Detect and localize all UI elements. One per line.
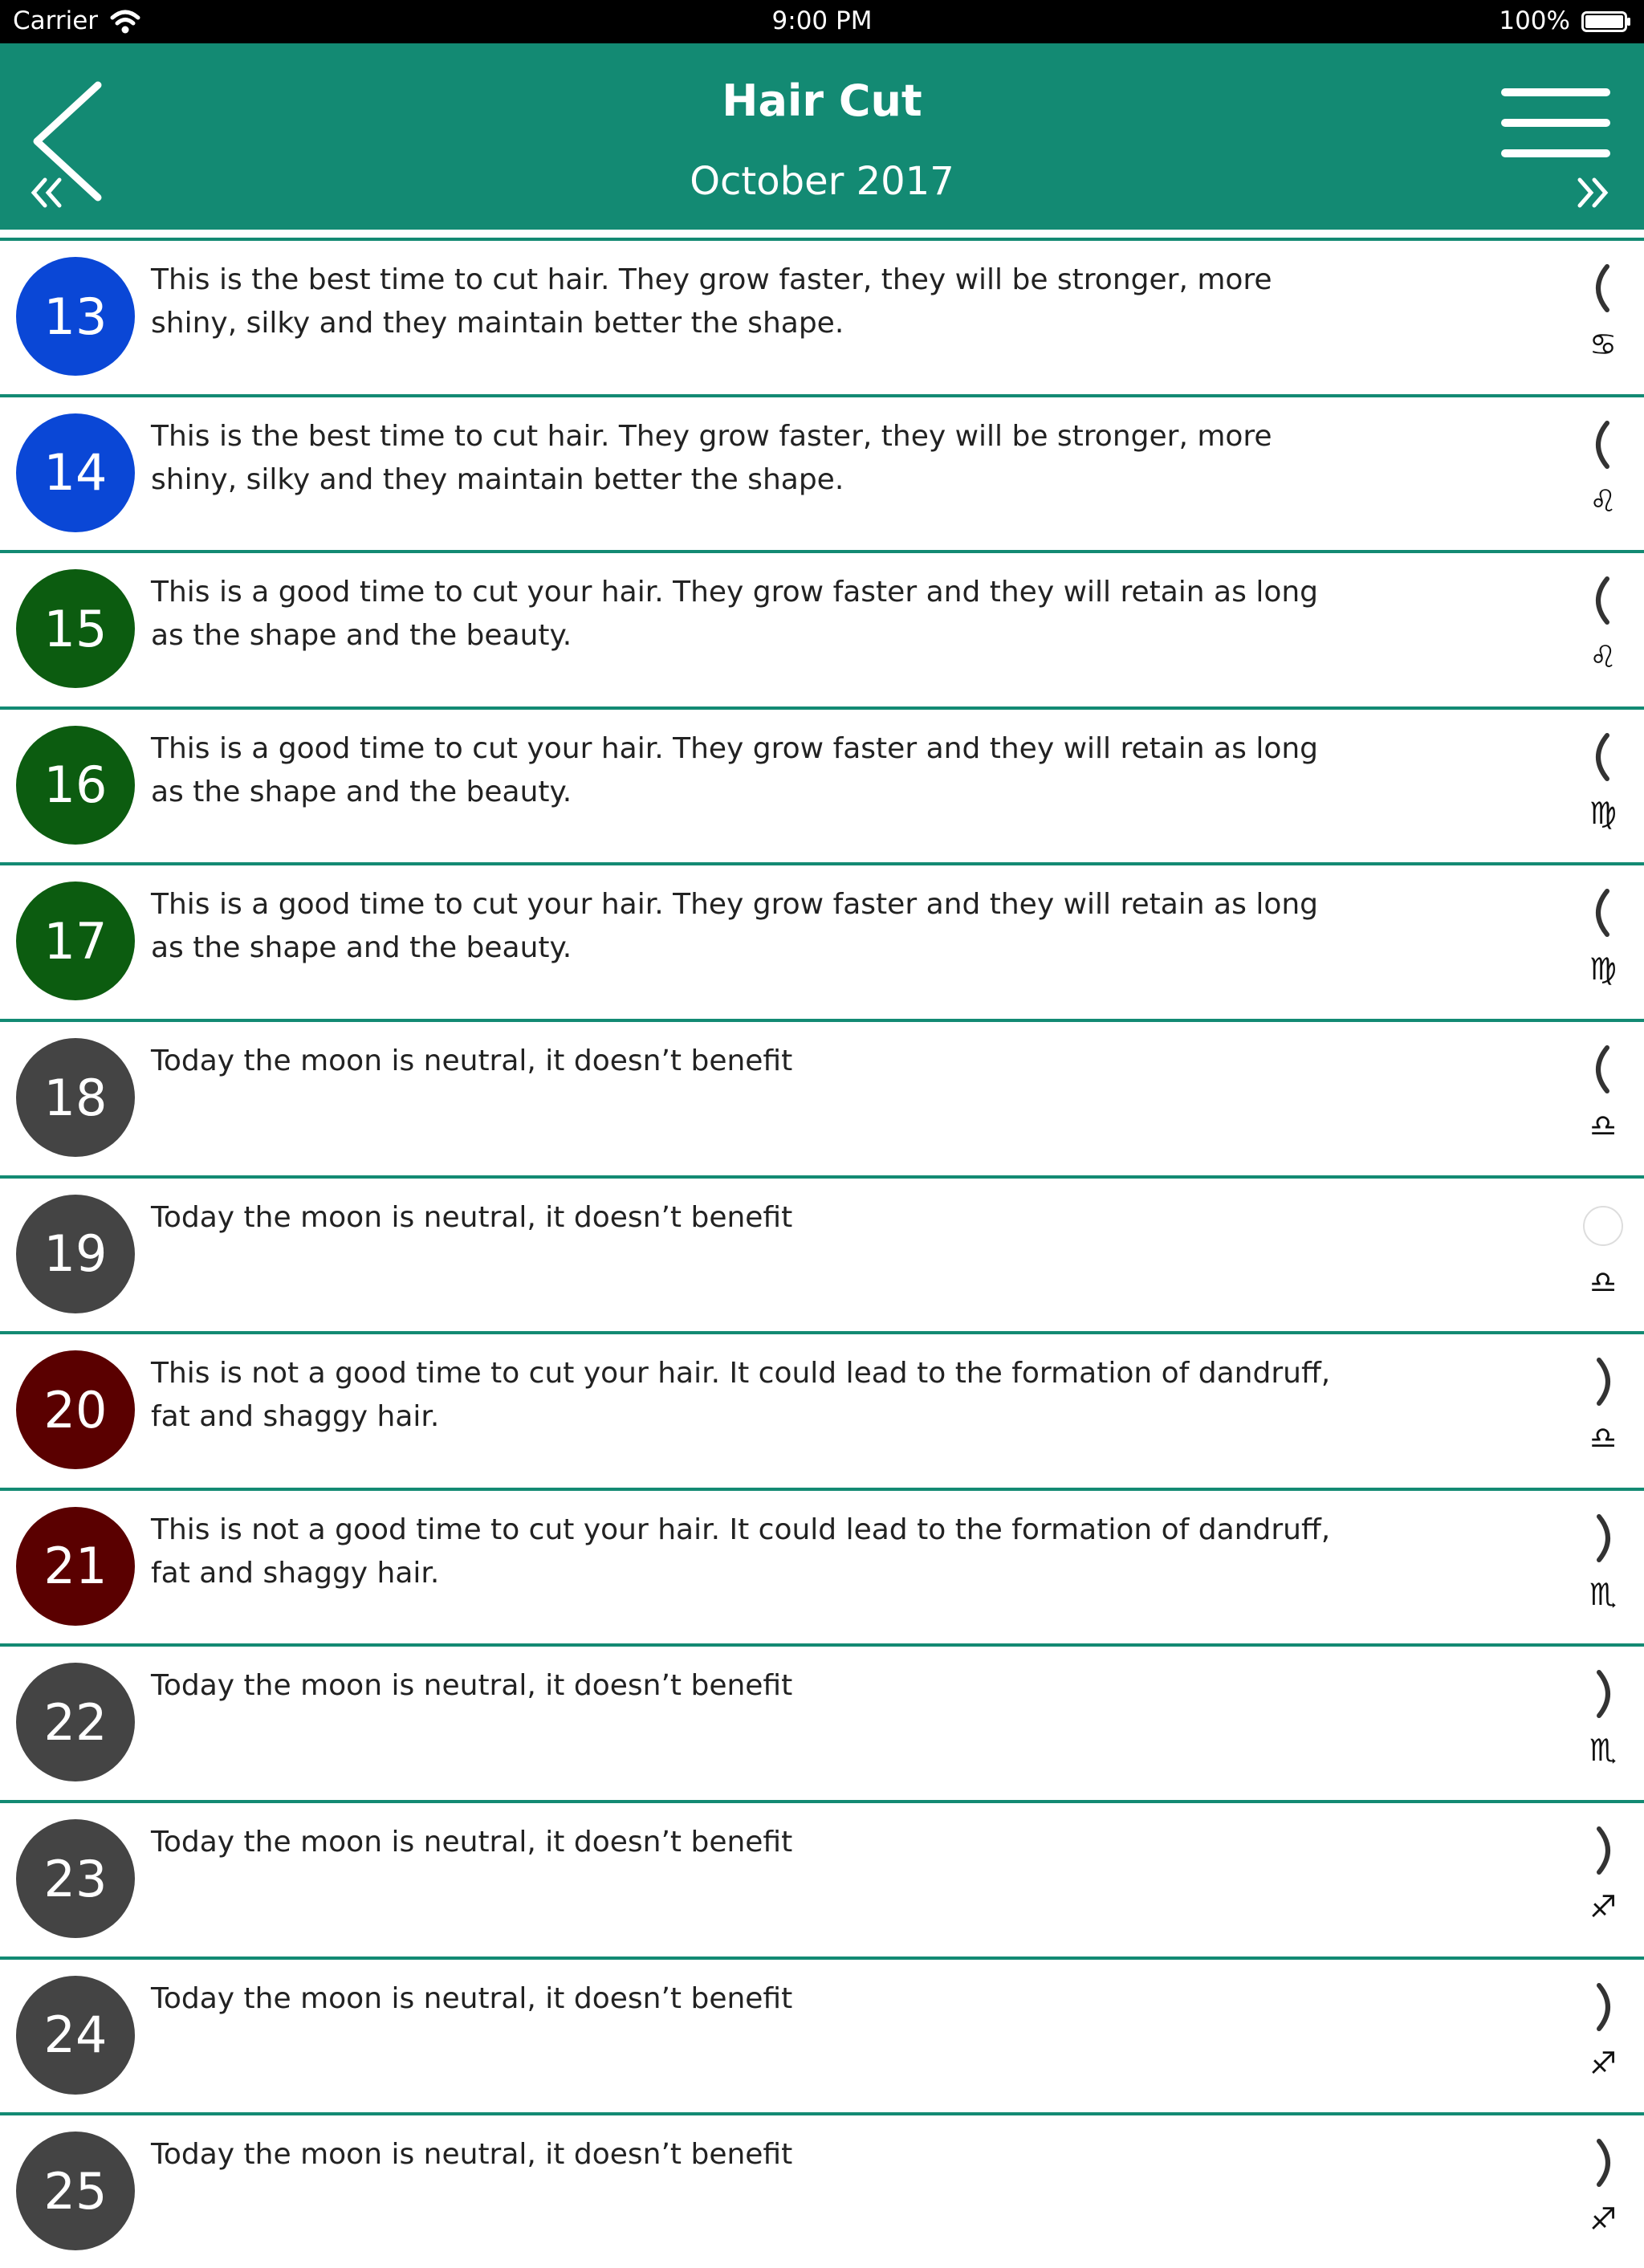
day-advice-text: Today the moon is neutral, it doesn’t benefit [151,1981,793,2015]
day-badge: 15 [16,569,135,688]
leo-icon [1585,637,1622,674]
svg-text:♍: ♍ [1589,951,1618,987]
cancer-icon [1585,324,1622,361]
day-row-24[interactable] [0,1957,1644,2112]
day-badge: 23 [16,1819,135,1938]
day-row-13[interactable] [0,238,1644,393]
svg-text:♎: ♎ [1589,1420,1618,1456]
day-badge: 17 [16,882,135,1000]
svg-text:♐: ♐ [1589,1889,1618,1924]
waxing-crescent-icon [1583,574,1623,627]
svg-text:♌: ♌ [1589,483,1618,518]
status-time: 9:00 PM [771,6,873,35]
waning-crescent-icon [1583,1667,1623,1720]
scorpio-icon [1585,1730,1622,1767]
menu-icon[interactable] [1500,75,1612,172]
svg-text:♎: ♎ [1589,1264,1618,1299]
svg-text:♏: ♏ [1589,1733,1618,1768]
day-row-14[interactable] [0,394,1644,550]
waxing-crescent-icon [1583,262,1623,315]
day-advice-text: This is a good time to cut your hair. They grow faster and they will retain as long as the shape and the beauty. [151,731,1319,808]
svg-text:♌: ♌ [1589,639,1618,674]
next-month-button[interactable] [1570,172,1612,214]
status-bar [0,0,1644,43]
svg-text:♋: ♋ [1589,327,1618,361]
day-advice-text: This is a good time to cut your hair. They grow faster and they will retain as long as the shape and the beauty. [151,576,1319,653]
battery-icon [1581,11,1631,32]
svg-text:♏: ♏ [1589,1576,1618,1611]
scorpio-icon [1585,1574,1622,1611]
battery-percent: 100% [1499,6,1570,35]
day-badge: 19 [16,1195,135,1313]
day-row-19[interactable] [0,1175,1644,1331]
waning-crescent-icon [1583,1824,1623,1877]
day-advice-text: Today the moon is neutral, it doesn’t benefit [151,2138,793,2172]
svg-text:♎: ♎ [1589,1108,1618,1142]
full-moon-icon [1583,1199,1623,1252]
day-advice-text: This is the best time to cut hair. They grow faster, they will be stronger, more shiny, silky and they maintain better the shape. [151,419,1272,496]
page-title: Hair Cut [722,75,922,126]
waxing-crescent-icon [1583,1043,1623,1096]
waning-crescent-icon [1583,1981,1623,2034]
app-header [0,43,1644,230]
day-badge: 21 [16,1507,135,1626]
waxing-crescent-icon [1583,886,1623,939]
day-row-15[interactable] [0,550,1644,706]
day-badge: 14 [16,413,135,532]
day-advice-text: This is the best time to cut hair. They grow faster, they will be stronger, more shiny, silky and they maintain better the shape. [151,263,1272,340]
header-divider [0,230,1644,238]
day-advice-text: This is not a good time to cut your hair. It could lead to the formation of dandruff, fat and shaggy hair. [151,1357,1331,1434]
day-row-22[interactable] [0,1643,1644,1799]
day-badge: 18 [16,1038,135,1157]
day-row-17[interactable] [0,862,1644,1018]
day-badge: 25 [16,2132,135,2250]
day-advice-text: Today the moon is neutral, it doesn’t benefit [151,1044,793,1077]
day-advice-text: This is not a good time to cut your hair. It could lead to the formation of dandruff, fat and shaggy hair. [151,1513,1331,1590]
svg-text:♐: ♐ [1589,2201,1618,2237]
libra-icon [1585,1105,1622,1142]
month-label: October 2017 [690,159,954,204]
day-badge: 20 [16,1350,135,1469]
sagittarius-icon [1585,2043,1622,2080]
sagittarius-icon [1585,1887,1622,1924]
waxing-crescent-icon [1583,731,1623,784]
waning-crescent-icon [1583,1355,1623,1408]
day-row-20[interactable] [0,1331,1644,1487]
virgo-icon [1585,793,1622,830]
svg-text:♍: ♍ [1589,795,1618,830]
day-row-23[interactable] [0,1800,1644,1956]
day-advice-text: Today the moon is neutral, it doesn’t benefit [151,1826,793,1859]
sagittarius-icon [1585,2199,1622,2236]
day-row-21[interactable] [0,1488,1644,1643]
virgo-icon [1585,949,1622,986]
carrier-label: Carrier [13,6,99,35]
day-badge: 22 [16,1663,135,1781]
day-badge: 16 [16,726,135,845]
svg-text:♐: ♐ [1589,2045,1618,2080]
waxing-crescent-icon [1583,418,1623,471]
day-badge: 13 [16,257,135,376]
libra-icon [1585,1418,1622,1455]
day-badge: 24 [16,1976,135,2095]
day-advice-text: This is a good time to cut your hair. They grow faster and they will retain as long as the shape and the beauty. [151,888,1319,965]
waning-crescent-icon [1583,1512,1623,1565]
libra-icon [1585,1262,1622,1299]
leo-icon [1585,481,1622,518]
day-advice-text: Today the moon is neutral, it doesn’t benefit [151,1669,793,1703]
waning-crescent-icon [1583,2136,1623,2189]
day-row-18[interactable] [0,1019,1644,1175]
day-row-25[interactable] [0,2112,1644,2268]
day-advice-text: Today the moon is neutral, it doesn’t benefit [151,1200,793,1234]
day-row-16[interactable] [0,706,1644,862]
